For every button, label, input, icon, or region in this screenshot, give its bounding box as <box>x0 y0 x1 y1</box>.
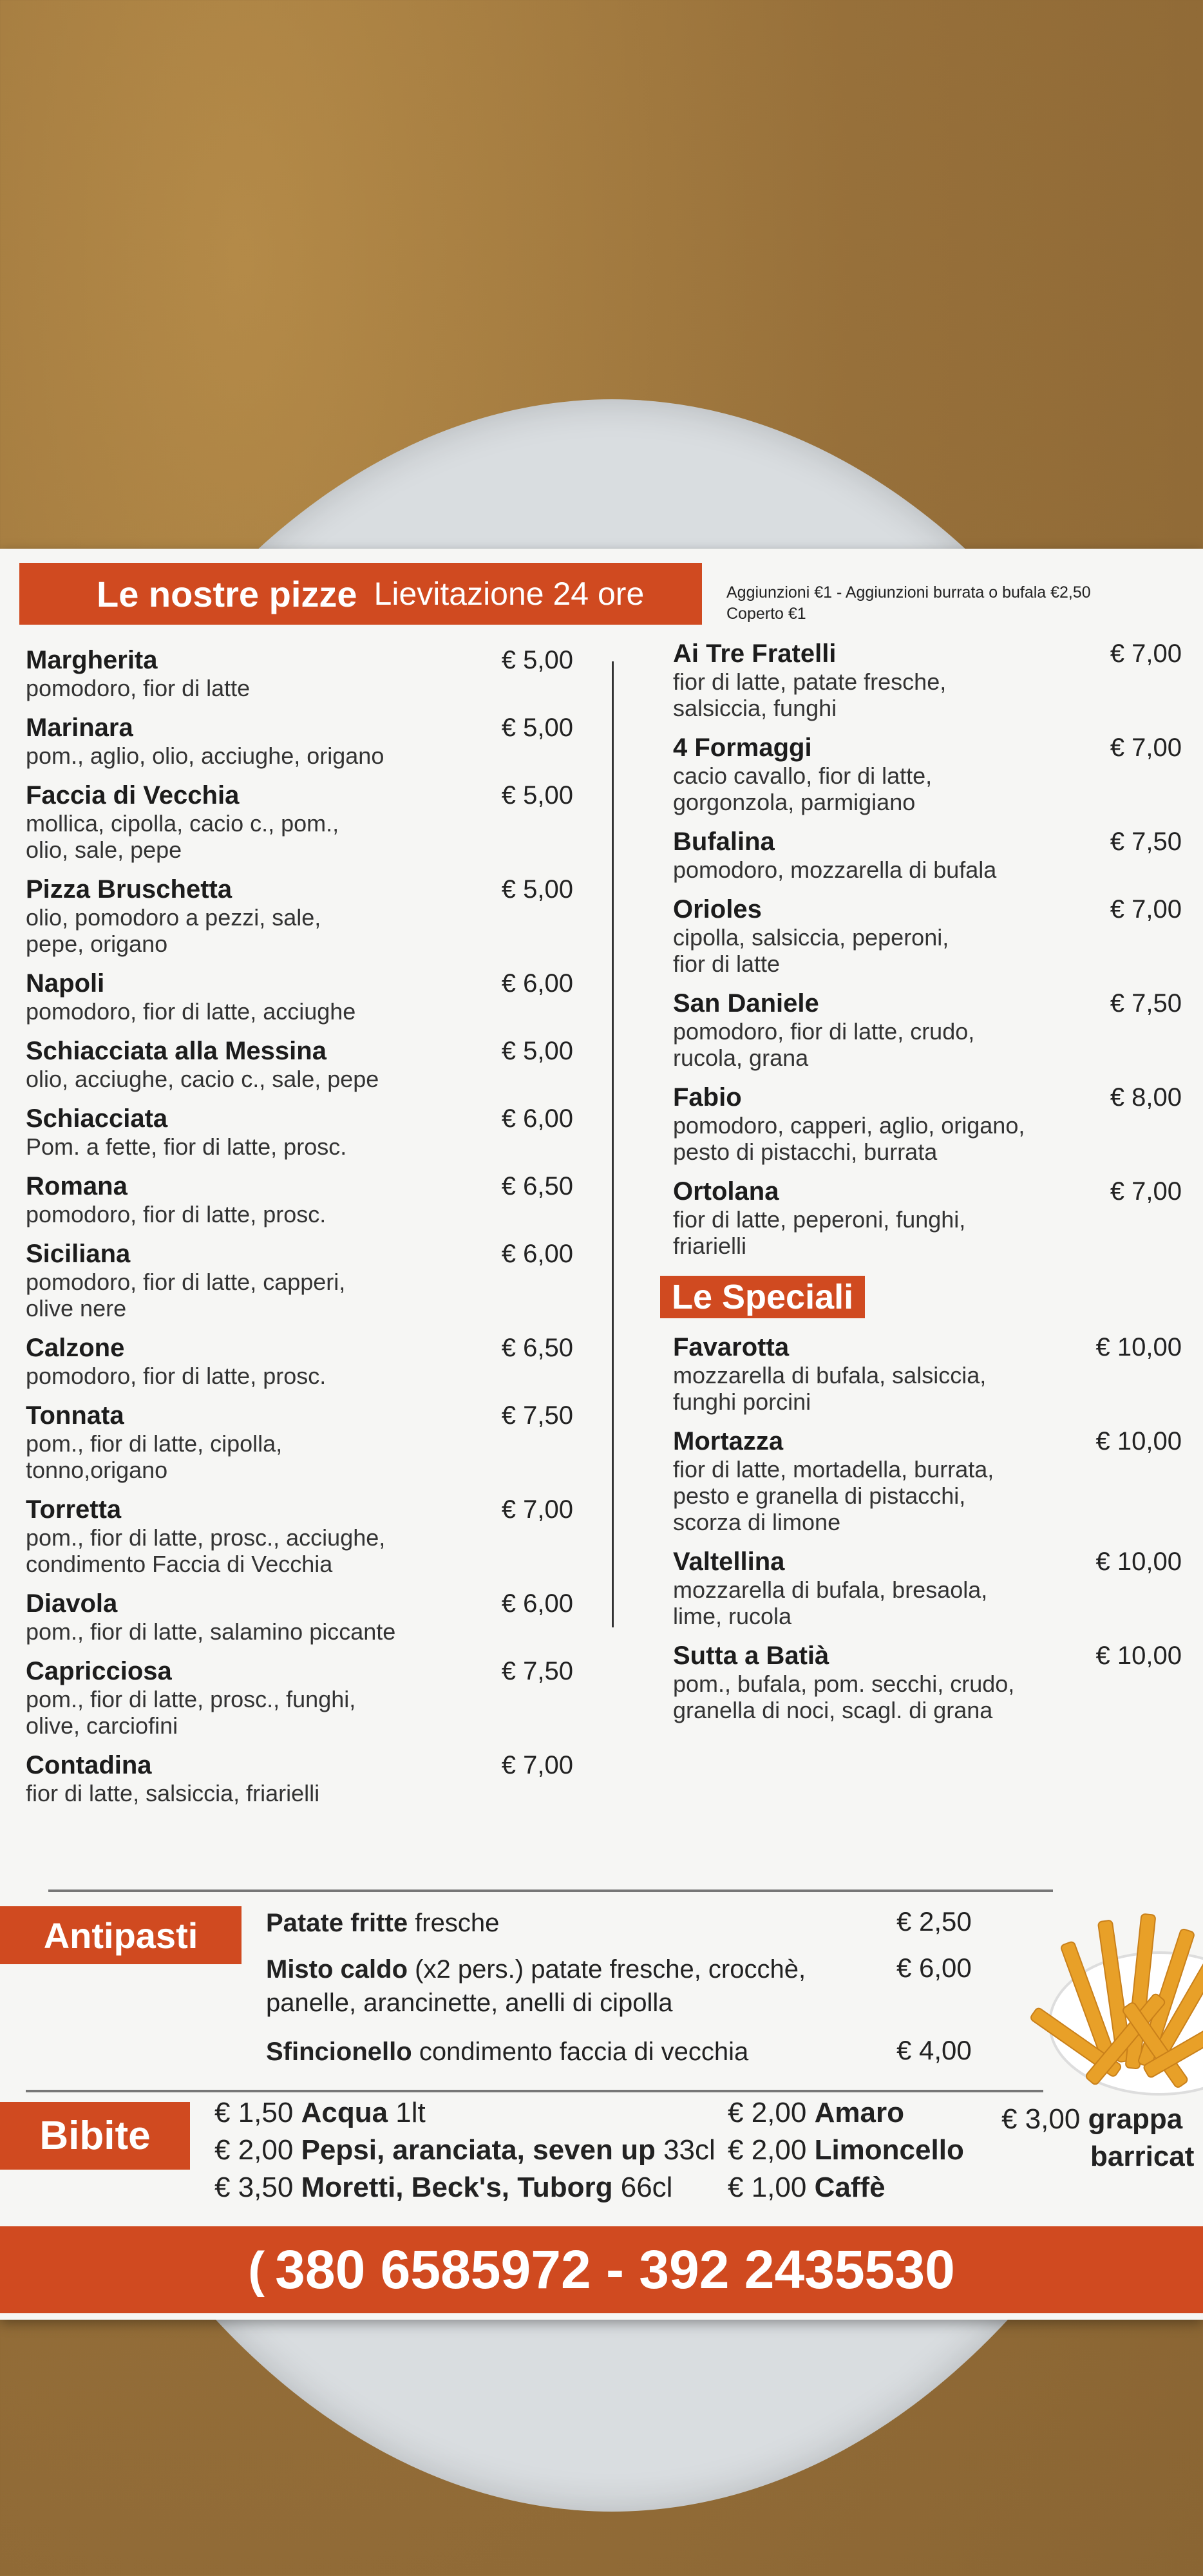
pizza-item <box>26 781 573 863</box>
antipasti-item-name: Misto caldo <box>266 1955 408 1984</box>
pizza-item <box>673 639 1182 721</box>
pizza-item <box>26 1104 573 1160</box>
pizza-name: Schiacciata alla Messina <box>26 1037 327 1065</box>
pizza-name: Marinara <box>26 714 133 742</box>
pizza-item <box>673 733 1182 815</box>
bibite-column-2 <box>728 2094 964 2206</box>
extras-note: Aggiunzioni €1 - Aggiunzioni burrata o bufala €2,50 <box>726 583 1091 601</box>
pizza-ingredients: pomodoro, fior di latte <box>26 675 251 701</box>
pizza-price: € 10,00 <box>1095 1548 1182 1576</box>
bibite-name: Acqua <box>301 2097 388 2128</box>
pizza-ingredients: pom., bufala, pom. secchi, crudo, granella di noci, scagl. di grana <box>673 1671 1015 1723</box>
pizza-item <box>26 875 573 957</box>
header-note <box>726 582 1190 625</box>
pizza-item <box>673 1177 1182 1259</box>
pizza-item <box>26 1171 573 1227</box>
antipasti-item-price: € 4,00 <box>896 2035 972 2065</box>
pizza-ingredients: mozzarella di bufala, bresaola, lime, rucola <box>673 1577 988 1629</box>
pizza-name: Pizza Bruschetta <box>26 875 232 904</box>
pizza-price: € 7,00 <box>1110 1177 1182 1206</box>
pizza-item <box>26 1036 573 1092</box>
antipasti-item-price: € 2,50 <box>896 1906 972 1937</box>
pizza-name: 4 Formaggi <box>673 734 812 762</box>
bibite-size: 33cl <box>663 2134 715 2166</box>
bibite-name-continued <box>1001 2138 1194 2175</box>
pizza-name: Napoli <box>26 969 105 998</box>
pizza-name: Sutta a Batià <box>673 1642 829 1670</box>
bibite-price: € 2,00 <box>214 2134 294 2166</box>
bibite-price: € 2,00 <box>728 2097 807 2128</box>
pizza-name: Schiacciata <box>26 1104 168 1133</box>
pizza-name: Ortolana <box>673 1177 779 1206</box>
pizza-name: Favarotta <box>673 1333 790 1361</box>
header-bar <box>19 563 702 625</box>
bibite-item <box>728 2132 964 2169</box>
pizza-name: Torretta <box>26 1495 122 1524</box>
bibite-size: 1lt <box>395 2097 426 2128</box>
pizza-price: € 10,00 <box>1095 1333 1182 1361</box>
pizza-name: Fabio <box>673 1083 742 1112</box>
bibite-name: Moretti, Beck's, Tuborg <box>301 2172 613 2203</box>
antipasti-label: Antipasti <box>0 1906 242 1964</box>
pizza-ingredients: pomodoro, fior di latte, acciughe <box>26 998 356 1025</box>
pizza-item <box>673 1641 1182 1723</box>
bibite-price: € 3,00 <box>1001 2103 1081 2135</box>
pizza-item <box>673 1426 1182 1535</box>
pizza-price: € 6,50 <box>501 1172 573 1200</box>
bibite-price: € 3,50 <box>214 2172 294 2203</box>
pizza-item <box>26 645 573 701</box>
pizza-name: Faccia di Vecchia <box>26 781 240 810</box>
pizza-item <box>26 1656 573 1739</box>
pizza-item <box>26 713 573 769</box>
pizza-ingredients: Pom. a fette, fior di latte, prosc. <box>26 1133 347 1160</box>
pizza-item <box>26 1750 573 1806</box>
bibite-item <box>728 2169 964 2206</box>
bibite-name: Amaro <box>814 2097 904 2128</box>
pizza-price: € 6,00 <box>501 1104 573 1133</box>
pizza-name: Capricciosa <box>26 1657 172 1685</box>
pizza-price: € 7,00 <box>501 1495 573 1524</box>
bibite-item <box>214 2132 715 2169</box>
antipasti-item-name: Sfincionello <box>266 2038 412 2066</box>
pizza-ingredients: pom., aglio, olio, acciughe, origano <box>26 743 384 769</box>
antipasti-item-desc: fresche <box>415 1909 500 1937</box>
pizza-price: € 5,00 <box>501 781 573 810</box>
pizza-price: € 7,50 <box>1110 828 1182 856</box>
pizza-ingredients: olio, pomodoro a pezzi, sale, pepe, origano <box>26 904 321 957</box>
bibite-price: € 1,00 <box>728 2172 807 2203</box>
pizza-name: Tonnata <box>26 1401 124 1430</box>
antipasti-item <box>266 1953 806 2020</box>
section-divider <box>26 2090 1043 2092</box>
pizza-item <box>673 827 1182 883</box>
pizza-ingredients: pomodoro, fior di latte, capperi, olive nere <box>26 1269 346 1321</box>
pizza-price: € 7,00 <box>501 1751 573 1779</box>
pizza-ingredients: olio, acciughe, cacio c., sale, pepe <box>26 1066 379 1092</box>
pizza-price: € 7,50 <box>501 1657 573 1685</box>
pizza-name: Diavola <box>26 1589 118 1618</box>
pizza-price: € 5,00 <box>501 714 573 742</box>
pizza-ingredients: pomodoro, capperi, aglio, origano, pesto di pistacchi, burrata <box>673 1112 1025 1165</box>
pizza-name: Ai Tre Fratelli <box>673 639 837 668</box>
bibite-item <box>214 2169 715 2206</box>
menu-subtitle: Lievitazione 24 ore <box>374 576 645 612</box>
pizza-price: € 6,00 <box>501 969 573 998</box>
menu-sheet <box>0 549 1203 2320</box>
antipasti-item <box>266 2035 748 2069</box>
antipasti-item-name: Patate fritte <box>266 1909 408 1937</box>
pizza-price: € 5,00 <box>501 646 573 674</box>
contact-bar <box>0 2226 1203 2313</box>
pizza-name: Mortazza <box>673 1427 784 1455</box>
antipasti-item-desc: (x2 pers.) patate fresche, crocchè, <box>415 1955 806 1984</box>
column-divider <box>612 661 614 1627</box>
bibite-size: 66cl <box>620 2172 673 2203</box>
pizza-price: € 7,50 <box>1110 989 1182 1018</box>
bibite-item <box>1001 2101 1194 2138</box>
pizza-ingredients: fior di latte, mortadella, burrata, pesto e granella di pistacchi, scorza di limone <box>673 1456 994 1535</box>
antipasti-item-price: € 6,00 <box>896 1953 972 1983</box>
pizza-item <box>26 1495 573 1577</box>
pizza-ingredients: fior di latte, peperoni, funghi, friarielli <box>673 1206 966 1259</box>
pizza-price: € 6,50 <box>501 1334 573 1362</box>
pizza-column-right <box>673 639 1182 1735</box>
pizza-ingredients: mozzarella di bufala, salsiccia, funghi porcini <box>673 1362 987 1415</box>
pizza-name: Orioles <box>673 895 762 923</box>
antipasti-item-desc: condimento faccia di vecchia <box>419 2038 749 2066</box>
pizza-ingredients: cipolla, salsiccia, peperoni, fior di latte <box>673 924 949 977</box>
pizza-item <box>26 969 573 1025</box>
pizza-price: € 10,00 <box>1095 1427 1182 1455</box>
antipasti-item-desc: panelle, arancinette, anelli di cipolla <box>266 1989 673 2017</box>
pizza-item <box>673 1547 1182 1629</box>
pizza-price: € 6,00 <box>501 1589 573 1618</box>
bibite-price: € 1,50 <box>214 2097 294 2128</box>
antipasti-item <box>266 1906 499 1940</box>
pizza-item <box>26 1589 573 1645</box>
pizza-price: € 6,00 <box>501 1240 573 1268</box>
pizza-ingredients: pom., fior di latte, cipolla, tonno,origano <box>26 1430 283 1483</box>
cover-charge-note: Coperto €1 <box>726 605 806 623</box>
pizza-name: Romana <box>26 1172 128 1200</box>
pizza-ingredients: pomodoro, fior di latte, crudo, rucola, grana <box>673 1018 975 1071</box>
section-divider <box>48 1889 1053 1892</box>
pizza-name: Margherita <box>26 646 158 674</box>
pizza-price: € 8,00 <box>1110 1083 1182 1112</box>
pizza-ingredients: cacio cavallo, fior di latte, gorgonzola, parmigiano <box>673 762 933 815</box>
menu-title: Le nostre pizze <box>97 573 357 614</box>
pizza-name: Valtellina <box>673 1548 785 1576</box>
phone-numbers[interactable]: 380 6585972 - 392 2435530 <box>275 2239 955 2300</box>
pizza-ingredients: fior di latte, patate fresche, salsiccia, funghi <box>673 668 947 721</box>
bibite-item <box>728 2094 964 2132</box>
pizza-item <box>673 1083 1182 1165</box>
pizza-ingredients: fior di latte, salsiccia, friarielli <box>26 1780 320 1806</box>
bibite-column-1 <box>214 2094 715 2206</box>
bibite-name: Pepsi, aranciata, seven up <box>301 2134 656 2166</box>
pizza-name: Calzone <box>26 1334 125 1362</box>
pizza-item <box>673 895 1182 977</box>
pizza-name: Siciliana <box>26 1240 131 1268</box>
bibite-label: Bibite <box>0 2102 190 2170</box>
speciali-label: Le Speciali <box>660 1276 865 1318</box>
pizza-name: Contadina <box>26 1751 152 1779</box>
pizza-price: € 7,00 <box>1110 639 1182 668</box>
bibite-column-3 <box>1001 2101 1194 2175</box>
pizza-ingredients: pom., fior di latte, prosc., funghi, olive, carciofini <box>26 1686 356 1739</box>
bibite-item <box>214 2094 715 2132</box>
pizza-item <box>673 989 1182 1071</box>
pizza-price: € 7,00 <box>1110 895 1182 923</box>
pizza-ingredients: pomodoro, mozzarella di bufala <box>673 857 997 883</box>
pizza-ingredients: pomodoro, fior di latte, prosc. <box>26 1201 327 1227</box>
phone-icon: ( <box>248 2241 265 2298</box>
bibite-name: grappa <box>1088 2103 1183 2135</box>
french-fries-image <box>1030 1862 1203 2107</box>
pizza-ingredients: pom., fior di latte, salamino piccante <box>26 1618 396 1645</box>
pizza-price: € 10,00 <box>1095 1642 1182 1670</box>
pizza-item <box>26 1239 573 1321</box>
pizza-column-left <box>26 645 573 1818</box>
pizza-name: San Daniele <box>673 989 819 1018</box>
pizza-item <box>26 1333 573 1389</box>
pizza-ingredients: mollica, cipolla, cacio c., pom., olio, sale, pepe <box>26 810 339 863</box>
bibite-name: Limoncello <box>814 2134 964 2166</box>
pizza-ingredients: pom., fior di latte, prosc., acciughe, condimento Faccia di Vecchia <box>26 1524 386 1577</box>
bibite-price: € 2,00 <box>728 2134 807 2166</box>
pizza-ingredients: pomodoro, fior di latte, prosc. <box>26 1363 327 1389</box>
pizza-name: Bufalina <box>673 828 775 856</box>
bibite-name: barricat <box>1090 2141 1195 2172</box>
bibite-name: Caffè <box>814 2172 886 2203</box>
pizza-item <box>26 1401 573 1483</box>
pizza-price: € 7,00 <box>1110 734 1182 762</box>
pizza-price: € 5,00 <box>501 1037 573 1065</box>
pizza-price: € 5,00 <box>501 875 573 904</box>
pizza-price: € 7,50 <box>501 1401 573 1430</box>
pizza-item <box>673 1332 1182 1415</box>
